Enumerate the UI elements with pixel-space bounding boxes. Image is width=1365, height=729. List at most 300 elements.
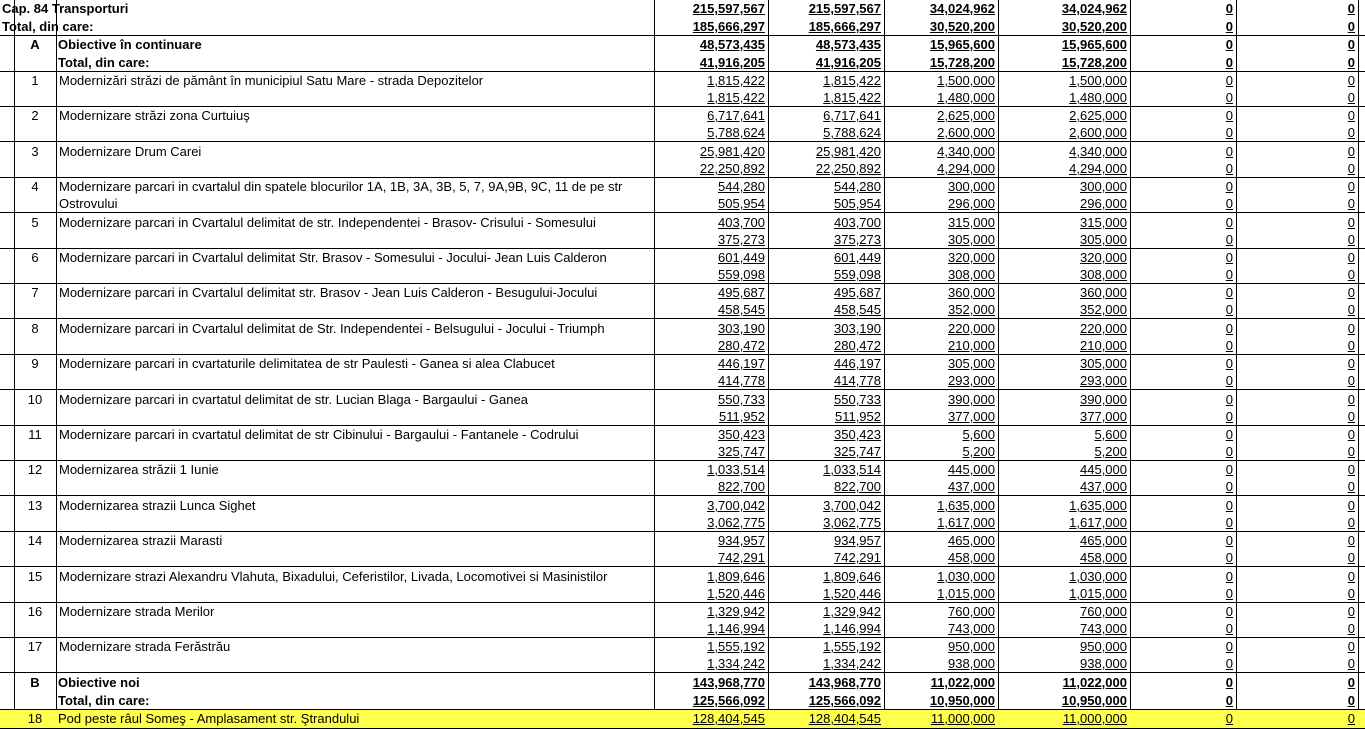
- value-cell: 950,000: [948, 639, 995, 654]
- value-cell: 0: [1347, 639, 1355, 654]
- value-cell: 5,200: [1094, 444, 1127, 459]
- table-row: [0, 638, 1365, 673]
- value-cell: 30,520,200: [929, 19, 995, 34]
- value-cell: 11,022,000: [1062, 675, 1127, 690]
- value-cell: 559,098: [718, 267, 765, 282]
- value-cell: 559,098: [834, 267, 881, 282]
- table-row: [0, 107, 1365, 142]
- value-cell: 1,617,000: [1069, 515, 1127, 530]
- value-cell: 1,815,422: [707, 73, 765, 88]
- row-number: 3: [31, 144, 39, 159]
- value-cell: 185,666,297: [808, 19, 881, 34]
- value-cell: 11,000,000: [1062, 711, 1127, 726]
- value-cell: 1,015,000: [1069, 586, 1127, 601]
- value-cell: 414,778: [718, 373, 765, 388]
- value-cell: 0: [1347, 392, 1355, 407]
- value-cell: 0: [1347, 232, 1355, 247]
- item-name: Modernizare parcari in Cvartalul delimitat de Str. Independentei - Belsugului - Jocului - Triumph: [59, 321, 605, 336]
- value-cell: 6,717,641: [707, 108, 765, 123]
- value-cell: 0: [1347, 604, 1355, 619]
- value-cell: 0: [1347, 444, 1355, 459]
- value-cell: 5,200: [962, 444, 995, 459]
- value-cell: 544,280: [718, 179, 765, 194]
- value-cell: 458,545: [718, 302, 765, 317]
- item-name: Modernizare parcari in Cvartalul delimitat str. Brasov - Jean Luis Calderon - Besugului-Jocului: [59, 285, 598, 300]
- table-row: [0, 603, 1365, 638]
- value-cell: 414,778: [834, 373, 881, 388]
- row-number: 17: [27, 639, 43, 654]
- value-cell: 0: [1225, 179, 1233, 194]
- section-letter: A: [30, 37, 40, 52]
- value-cell: 0: [1225, 533, 1233, 548]
- value-cell: 300,000: [948, 179, 995, 194]
- value-cell: 0: [1347, 533, 1355, 548]
- value-cell: 305,000: [1080, 356, 1127, 371]
- value-cell: 0: [1347, 338, 1355, 353]
- value-cell: 0: [1347, 90, 1355, 105]
- value-cell: 305,000: [948, 232, 995, 247]
- value-cell: 1,555,192: [707, 639, 765, 654]
- item-name: Modernizare Drum Carei: [59, 144, 202, 159]
- value-cell: 0: [1347, 267, 1355, 282]
- row-number: 18: [27, 711, 43, 726]
- value-cell: 280,472: [834, 338, 881, 353]
- row-number: 15: [27, 569, 43, 584]
- value-cell: 305,000: [1080, 232, 1127, 247]
- value-cell: 2,625,000: [937, 108, 995, 123]
- value-cell: 375,273: [834, 232, 881, 247]
- value-cell: 458,000: [948, 550, 995, 565]
- value-cell: 350,423: [718, 427, 765, 442]
- value-cell: 934,957: [834, 533, 881, 548]
- table-row: [0, 143, 1365, 178]
- value-cell: 0: [1347, 302, 1355, 317]
- section-letter: B: [30, 675, 40, 690]
- item-name: Modernizarea strazii Lunca Sighet: [59, 498, 256, 513]
- row-number: 4: [31, 179, 39, 194]
- value-cell: 1,635,000: [937, 498, 995, 513]
- value-cell: 0: [1225, 621, 1233, 636]
- value-cell: 220,000: [1080, 321, 1127, 336]
- value-cell: 48,573,435: [815, 37, 881, 52]
- value-cell: 143,968,770: [808, 675, 881, 690]
- value-cell: 0: [1225, 356, 1233, 371]
- value-cell: 934,957: [718, 533, 765, 548]
- value-cell: 325,747: [834, 444, 881, 459]
- value-cell: 437,000: [948, 479, 995, 494]
- item-name: Modernizare parcari in Cvartalul delimitat de str. Independentei - Brasov- Crisului - Somesului: [59, 215, 596, 230]
- item-name: Modernizare parcari in cvartatul delimitat de str. Lucian Blaga - Bargaului - Ganea: [59, 392, 528, 407]
- value-cell: 0: [1347, 498, 1355, 513]
- value-cell: 0: [1347, 711, 1355, 726]
- value-cell: 1,809,646: [707, 569, 765, 584]
- value-cell: 822,700: [718, 479, 765, 494]
- value-cell: 938,000: [948, 656, 995, 671]
- value-cell: 1,334,242: [707, 656, 765, 671]
- value-cell: 0: [1347, 373, 1355, 388]
- value-cell: 280,472: [718, 338, 765, 353]
- value-cell: 742,291: [834, 550, 881, 565]
- section-b-total-row: [0, 692, 1365, 710]
- value-cell: 22,250,892: [815, 161, 881, 176]
- value-cell: 0: [1347, 37, 1355, 52]
- value-cell: 0: [1347, 479, 1355, 494]
- value-cell: 125,566,092: [692, 693, 765, 708]
- value-cell: 1,146,994: [823, 621, 881, 636]
- value-cell: 360,000: [948, 285, 995, 300]
- row-number: 11: [28, 427, 42, 442]
- value-cell: 0: [1225, 427, 1233, 442]
- value-cell: 215,597,567: [808, 1, 881, 16]
- value-cell: 315,000: [948, 215, 995, 230]
- value-cell: 1,815,422: [823, 90, 881, 105]
- value-cell: 0: [1225, 498, 1233, 513]
- value-cell: 185,666,297: [692, 19, 765, 34]
- table-row: [0, 214, 1365, 249]
- item-name: Modernizare parcari in cvartaturile delimitatea de str Paulesti - Ganea si alea Clabucet: [59, 356, 555, 371]
- table-row: [0, 284, 1365, 319]
- value-cell: 0: [1225, 515, 1233, 530]
- value-cell: 360,000: [1080, 285, 1127, 300]
- table-row: [0, 355, 1365, 390]
- value-cell: 300,000: [1080, 179, 1127, 194]
- value-cell: 293,000: [1080, 373, 1127, 388]
- value-cell: 3,062,775: [823, 515, 881, 530]
- value-cell: 1,033,514: [823, 462, 881, 477]
- value-cell: 296,000: [948, 196, 995, 211]
- value-cell: 0: [1225, 250, 1233, 265]
- value-cell: 938,000: [1080, 656, 1127, 671]
- value-cell: 303,190: [718, 321, 765, 336]
- value-cell: 41,916,205: [699, 55, 765, 70]
- value-cell: 34,024,962: [1061, 1, 1127, 16]
- value-cell: 1,015,000: [937, 586, 995, 601]
- section-a-row: [0, 36, 1365, 54]
- value-cell: 550,733: [834, 392, 881, 407]
- value-cell: 303,190: [834, 321, 881, 336]
- item-name: Modernizare strada Ferăstrău: [59, 639, 231, 654]
- value-cell: 1,555,192: [823, 639, 881, 654]
- item-name: Modernizare strazi Alexandru Vlahuta, Bixadului, Ceferistilor, Livada, Locomotivei si Masinistilor: [59, 569, 608, 584]
- row-number: 13: [27, 498, 43, 513]
- value-cell: 0: [1347, 693, 1355, 708]
- value-cell: 5,600: [1094, 427, 1127, 442]
- value-cell: 143,968,770: [692, 675, 765, 690]
- total-row: [0, 18, 1365, 36]
- value-cell: 0: [1347, 73, 1355, 88]
- value-cell: 0: [1225, 302, 1233, 317]
- value-cell: 0: [1347, 19, 1355, 34]
- value-cell: 760,000: [1080, 604, 1127, 619]
- value-cell: 0: [1225, 285, 1233, 300]
- value-cell: 505,954: [718, 196, 765, 211]
- value-cell: 0: [1347, 569, 1355, 584]
- value-cell: 0: [1225, 675, 1233, 690]
- table-row: [0, 249, 1365, 284]
- row-label: Total, din care:: [2, 19, 94, 34]
- value-cell: 5,788,624: [823, 125, 881, 140]
- value-cell: 0: [1225, 409, 1233, 424]
- item-name: Modernizare străzi zona Curtuiuş: [59, 108, 250, 123]
- value-cell: 0: [1225, 462, 1233, 477]
- item-name: Modernizări străzi de pământ în municipiul Satu Mare - strada Depozitelor: [59, 73, 484, 88]
- value-cell: 3,062,775: [707, 515, 765, 530]
- row-label: Obiective noi: [58, 675, 140, 690]
- row-label: Obiective în continuare: [58, 37, 202, 52]
- value-cell: 377,000: [1080, 409, 1127, 424]
- section-a-total-row: [0, 54, 1365, 72]
- value-cell: 446,197: [718, 356, 765, 371]
- value-cell: 0: [1347, 356, 1355, 371]
- value-cell: 1,815,422: [707, 90, 765, 105]
- value-cell: 308,000: [1080, 267, 1127, 282]
- value-cell: 2,600,000: [1069, 125, 1127, 140]
- value-cell: 4,294,000: [937, 161, 995, 176]
- value-cell: 437,000: [1080, 479, 1127, 494]
- row-number: 9: [31, 356, 39, 371]
- value-cell: 0: [1347, 55, 1355, 70]
- table-row: [0, 320, 1365, 355]
- value-cell: 0: [1347, 285, 1355, 300]
- value-cell: 15,965,600: [929, 37, 995, 52]
- value-cell: 1,500,000: [937, 73, 995, 88]
- value-cell: 0: [1347, 215, 1355, 230]
- value-cell: 6,717,641: [823, 108, 881, 123]
- value-cell: 5,600: [962, 427, 995, 442]
- row-number: 2: [31, 108, 39, 123]
- value-cell: 11,000,000: [930, 711, 995, 726]
- value-cell: 15,965,600: [1061, 37, 1127, 52]
- value-cell: 3,700,042: [823, 498, 881, 513]
- row-number: 12: [27, 462, 43, 477]
- value-cell: 0: [1347, 1, 1355, 16]
- value-cell: 125,566,092: [808, 693, 881, 708]
- row-number: 5: [31, 215, 39, 230]
- item-name: Pod peste râul Someş - Amplasament str. Ştrandului: [58, 711, 360, 726]
- item-name: Modernizare parcari in cvartalul din spatele blocurilor 1A, 1B, 3A, 3B, 5, 7, 9A,9B, 9C, 11 de pe str Ostrovului: [59, 179, 623, 211]
- value-cell: 41,916,205: [815, 55, 881, 70]
- value-cell: 0: [1225, 656, 1233, 671]
- value-cell: 0: [1347, 586, 1355, 601]
- section-b-row: [0, 674, 1365, 692]
- table-row: [0, 391, 1365, 426]
- value-cell: 1,329,942: [823, 604, 881, 619]
- value-cell: 550,733: [718, 392, 765, 407]
- value-cell: 458,545: [834, 302, 881, 317]
- value-cell: 128,404,545: [692, 711, 765, 726]
- value-cell: 0: [1225, 267, 1233, 282]
- value-cell: 822,700: [834, 479, 881, 494]
- value-cell: 390,000: [948, 392, 995, 407]
- value-cell: 4,340,000: [937, 144, 995, 159]
- value-cell: 403,700: [834, 215, 881, 230]
- value-cell: 760,000: [948, 604, 995, 619]
- value-cell: 511,952: [834, 409, 881, 424]
- value-cell: 0: [1347, 409, 1355, 424]
- row-number: 6: [31, 250, 39, 265]
- table-row: [0, 72, 1365, 107]
- value-cell: 0: [1225, 215, 1233, 230]
- item-name: Modernizare parcari in Cvartalul delimitat Str. Brasov - Somesului - Jocului- Jean Luis Calderon: [59, 250, 607, 265]
- value-cell: 465,000: [1080, 533, 1127, 548]
- value-cell: 0: [1225, 711, 1233, 726]
- value-cell: 0: [1347, 550, 1355, 565]
- value-cell: 0: [1225, 569, 1233, 584]
- value-cell: 0: [1347, 161, 1355, 176]
- value-cell: 25,981,420: [699, 144, 765, 159]
- value-cell: 1,617,000: [937, 515, 995, 530]
- value-cell: 1,146,994: [707, 621, 765, 636]
- value-cell: 1,500,000: [1069, 73, 1127, 88]
- value-cell: 446,197: [834, 356, 881, 371]
- value-cell: 0: [1225, 144, 1233, 159]
- value-cell: 325,747: [718, 444, 765, 459]
- value-cell: 0: [1347, 656, 1355, 671]
- value-cell: 0: [1225, 338, 1233, 353]
- value-cell: 5,788,624: [707, 125, 765, 140]
- value-cell: 22,250,892: [699, 161, 765, 176]
- value-cell: 4,294,000: [1069, 161, 1127, 176]
- value-cell: 0: [1225, 55, 1233, 70]
- row-label: Total, din care:: [58, 693, 150, 708]
- value-cell: 2,625,000: [1069, 108, 1127, 123]
- value-cell: 350,423: [834, 427, 881, 442]
- row-number: 10: [27, 392, 43, 407]
- value-cell: 305,000: [948, 356, 995, 371]
- value-cell: 0: [1347, 125, 1355, 140]
- value-cell: 950,000: [1080, 639, 1127, 654]
- value-cell: 15,728,200: [1061, 55, 1127, 70]
- table-row: [0, 461, 1365, 496]
- value-cell: 0: [1347, 144, 1355, 159]
- value-cell: 403,700: [718, 215, 765, 230]
- row-number: 16: [27, 604, 43, 619]
- row-number: 1: [31, 73, 39, 88]
- value-cell: 352,000: [948, 302, 995, 317]
- item-name: Modernizare parcari in cvartatul delimitat de str Cibinului - Bargaului - Fantanele - Codrului: [59, 427, 579, 442]
- value-cell: 0: [1225, 479, 1233, 494]
- value-cell: 0: [1225, 37, 1233, 52]
- value-cell: 0: [1225, 232, 1233, 247]
- table-row: [0, 532, 1365, 567]
- value-cell: 315,000: [1080, 215, 1127, 230]
- value-cell: 0: [1347, 427, 1355, 442]
- value-cell: 1,334,242: [823, 656, 881, 671]
- value-cell: 11,022,000: [930, 675, 995, 690]
- value-cell: 0: [1347, 515, 1355, 530]
- row-number: 14: [27, 533, 43, 548]
- value-cell: 0: [1347, 675, 1355, 690]
- row-number: 7: [31, 285, 39, 300]
- value-cell: 0: [1225, 125, 1233, 140]
- value-cell: 601,449: [834, 250, 881, 265]
- value-cell: 0: [1225, 73, 1233, 88]
- value-cell: 0: [1225, 90, 1233, 105]
- value-cell: 495,687: [718, 285, 765, 300]
- value-cell: 308,000: [948, 267, 995, 282]
- value-cell: 48,573,435: [699, 37, 765, 52]
- value-cell: 742,291: [718, 550, 765, 565]
- value-cell: 1,809,646: [823, 569, 881, 584]
- value-cell: 0: [1225, 321, 1233, 336]
- value-cell: 445,000: [1080, 462, 1127, 477]
- value-cell: 0: [1225, 639, 1233, 654]
- value-cell: 0: [1347, 621, 1355, 636]
- value-cell: 210,000: [948, 338, 995, 353]
- value-cell: 25,981,420: [815, 144, 881, 159]
- value-cell: 377,000: [948, 409, 995, 424]
- value-cell: 215,597,567: [692, 1, 765, 16]
- value-cell: 352,000: [1080, 302, 1127, 317]
- value-cell: 0: [1225, 550, 1233, 565]
- value-cell: 1,520,446: [823, 586, 881, 601]
- value-cell: 0: [1225, 693, 1233, 708]
- value-cell: 0: [1225, 444, 1233, 459]
- value-cell: 445,000: [948, 462, 995, 477]
- value-cell: 0: [1347, 250, 1355, 265]
- value-cell: 0: [1225, 392, 1233, 407]
- value-cell: 34,024,962: [929, 1, 995, 16]
- value-cell: 10,950,000: [1061, 693, 1127, 708]
- value-cell: 1,033,514: [707, 462, 765, 477]
- item-name: Modernizare strada Merilor: [59, 604, 215, 619]
- value-cell: 220,000: [948, 321, 995, 336]
- row-number: 8: [31, 321, 39, 336]
- value-cell: 375,273: [718, 232, 765, 247]
- value-cell: 30,520,200: [1061, 19, 1127, 34]
- value-cell: 4,340,000: [1069, 144, 1127, 159]
- value-cell: 10,950,000: [929, 693, 995, 708]
- value-cell: 0: [1225, 161, 1233, 176]
- row-label: Total, din care:: [58, 55, 150, 70]
- value-cell: 505,954: [834, 196, 881, 211]
- value-cell: 0: [1347, 462, 1355, 477]
- value-cell: 0: [1347, 196, 1355, 211]
- value-cell: 3,700,042: [707, 498, 765, 513]
- value-cell: 0: [1225, 196, 1233, 211]
- table-row: [0, 178, 1365, 213]
- value-cell: 458,000: [1080, 550, 1127, 565]
- value-cell: 511,952: [718, 409, 765, 424]
- value-cell: 601,449: [718, 250, 765, 265]
- value-cell: 0: [1347, 321, 1355, 336]
- chapter-row: [0, 0, 1365, 18]
- value-cell: 0: [1225, 108, 1233, 123]
- value-cell: 1,030,000: [1069, 569, 1127, 584]
- value-cell: 1,480,000: [1069, 90, 1127, 105]
- table-row: [0, 568, 1365, 603]
- value-cell: 0: [1225, 604, 1233, 619]
- value-cell: 1,635,000: [1069, 498, 1127, 513]
- value-cell: 0: [1347, 108, 1355, 123]
- value-cell: 0: [1225, 1, 1233, 16]
- value-cell: 0: [1347, 179, 1355, 194]
- value-cell: 544,280: [834, 179, 881, 194]
- item-name: Modernizarea strazii Marasti: [59, 533, 223, 548]
- value-cell: 743,000: [1080, 621, 1127, 636]
- value-cell: 320,000: [948, 250, 995, 265]
- table-row: [0, 497, 1365, 532]
- value-cell: 390,000: [1080, 392, 1127, 407]
- table-row-highlighted: [0, 710, 1365, 729]
- value-cell: 0: [1225, 373, 1233, 388]
- table-row: [0, 426, 1365, 461]
- value-cell: 0: [1225, 586, 1233, 601]
- value-cell: 743,000: [948, 621, 995, 636]
- value-cell: 1,030,000: [937, 569, 995, 584]
- value-cell: 320,000: [1080, 250, 1127, 265]
- value-cell: 1,480,000: [937, 90, 995, 105]
